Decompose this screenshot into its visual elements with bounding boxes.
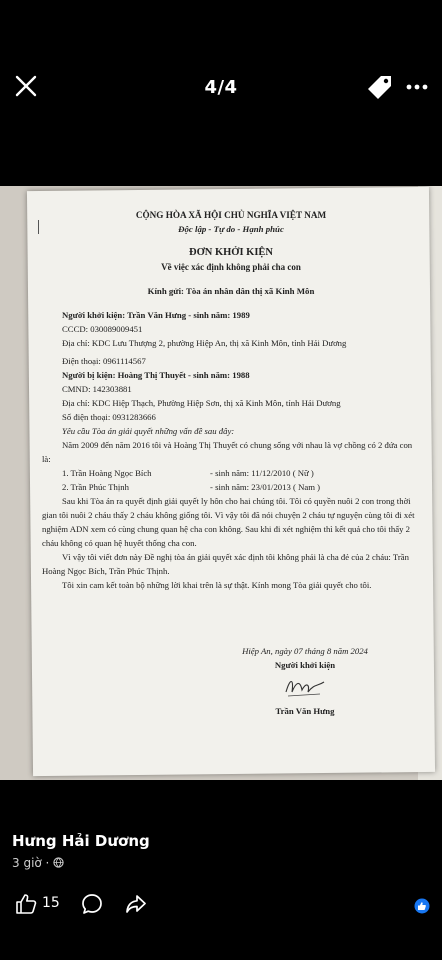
plaintiff-address: Địa chỉ: KDC Lưu Thượng 2, phường Hiệp An, thị xã Kinh Môn, tỉnh Hải Dương	[62, 338, 347, 348]
more-icon	[405, 73, 429, 101]
plaintiff-line: Người khởi kiện: Trần Văn Hưng - sinh năm: 1989	[62, 310, 250, 320]
request-intro: Yêu cầu Tòa án giải quyết những vấn đề sau đây:	[62, 426, 235, 436]
viewer-topbar	[0, 0, 442, 175]
defendant-address: Địa chỉ: KDC Hiệp Thạch, Phường Hiệp Sơn, thị xã Kinh Môn, tỉnh Hải Dương	[62, 398, 341, 408]
signer-name: Trần Văn Hưng	[275, 706, 335, 716]
like-button[interactable]	[14, 892, 40, 918]
child-row-1	[42, 466, 420, 480]
reaction-summary[interactable]	[414, 898, 430, 924]
national-motto: Độc lập - Tự do - Hạnh phúc	[178, 224, 284, 234]
tag-button[interactable]	[366, 73, 394, 101]
national-header: CỘNG HÒA XÃ HỘI CHỦ NGHĨA VIỆT NAM	[135, 210, 327, 220]
post-caption	[12, 832, 150, 870]
comment-button[interactable]	[80, 892, 106, 918]
like-icon	[14, 892, 38, 916]
defendant-line: Người bị kiện: Hoàng Thị Thuyết - sinh năm: 1988	[62, 370, 250, 380]
like-count: 15	[42, 895, 60, 911]
paragraph-3: Vì vậy tôi viết đơn này Đề nghị tòa án giải quyết xác định tôi không phải là cha đẻ của 2 cháu: Trần Hoàng Ngọc Bích, Trần Phúc Thịnh.	[42, 552, 409, 576]
child-row-2	[42, 480, 420, 494]
defendant-cmnd: CMND: 142303881	[62, 384, 132, 394]
share-button[interactable]	[124, 892, 150, 918]
document-text	[42, 202, 420, 592]
signature-block	[240, 644, 370, 718]
pen-mark	[38, 220, 39, 234]
plaintiff-cccd: CCCD: 030089009451	[62, 324, 143, 334]
tag-icon	[366, 73, 394, 101]
date-line: Hiệp An, ngày 07 tháng 8 năm 2024	[242, 646, 368, 656]
post-timestamp: 3 giờ ·	[12, 856, 54, 870]
child-1-name: 1. Trần Hoàng Ngọc Bích	[62, 468, 152, 478]
child-2-name: 2. Trần Phúc Thịnh	[62, 482, 129, 492]
share-icon	[124, 892, 148, 916]
post-author[interactable]: Hưng Hải Dương	[12, 832, 150, 850]
post-actions	[0, 888, 442, 928]
like-reaction-icon	[414, 898, 430, 914]
comment-icon	[80, 892, 104, 916]
post-time	[12, 856, 150, 870]
handwritten-signature	[280, 674, 330, 700]
plaintiff-phone: Điện thoại: 0961114567	[62, 356, 146, 366]
paragraph-4: Tôi xin cam kết toàn bộ những lời khai trên là sự thật. Kính mong Tòa giải quyết cho tôi.	[62, 580, 372, 590]
document-title: ĐƠN KHỞI KIỆN	[188, 247, 273, 258]
child-1-birth: - sinh năm: 11/12/2010 ( Nữ )	[210, 468, 314, 478]
signer-title: Người khởi kiện	[274, 660, 336, 670]
document-subtitle: Về việc xác định không phải cha con	[161, 262, 301, 272]
paragraph-2: Sau khi Tòa án ra quyết định giải quyết ly hôn cho hai chúng tôi. Tôi có quyền nuôi 2 con trong thời gian tôi nuôi 2 cháu thấy 2 cháu không giống tôi. Vì vậy tôi đã nói chuyện 2 cháu tự nguyện cùng tôi đi xét nghiệm ADN xem có cùng chung quan hệ cha con không. Sau khi đi xét nghiệm thì kết quả cho tôi thấy 2 cháu không có quan hệ huyết thống cha con.	[42, 496, 415, 548]
child-2-birth: - sinh năm: 23/01/2013 ( Nam )	[210, 482, 321, 492]
defendant-phone: Số điện thoại: 0931283666	[62, 412, 156, 422]
globe-icon	[53, 857, 64, 868]
photo-counter: 4/4	[204, 77, 238, 98]
document-photo[interactable]	[0, 186, 442, 780]
paragraph-1: Năm 2009 đến năm 2016 tôi và Hoàng Thị Thuyết có chung sống với nhau là vợ chồng có 2 đứa con là:	[42, 440, 413, 464]
addressee: Kính gửi: Tòa án nhân dân thị xã Kinh Môn	[147, 286, 315, 296]
more-options-button[interactable]	[405, 73, 429, 101]
